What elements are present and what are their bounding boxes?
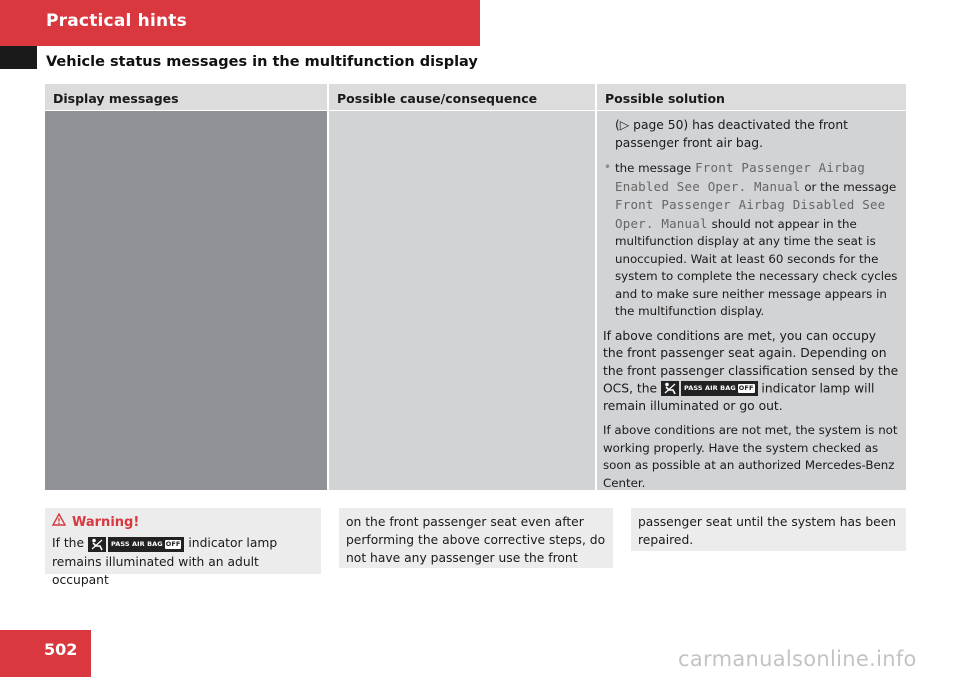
pass-air-bag-off-indicator-icon: PASS AIR BAG OFF xyxy=(88,535,185,553)
message-enabled: Front Passenger Airbag Enabled See Oper. Manual xyxy=(615,160,866,194)
occupant-seat-icon xyxy=(661,381,679,396)
column-header-possible-solution: Possible solution xyxy=(597,84,906,110)
solution-bullet: • the message Front Passenger Airbag Enabled See Oper. Manual or the message Front Passenger Airbag Disabled See Oper. Manual should not appear in the multifunction display at any time the seat is unoccupied. Wait at least 60 seconds for the system to complete the necessary check cycles and to make sure neither message appears in the multifunction display. xyxy=(604,160,898,318)
warning-box xyxy=(45,508,321,587)
pass-air-bag-off-indicator-icon: PASS AIR BAG OFF xyxy=(661,380,758,398)
possible-solution-cell xyxy=(597,111,906,490)
watermark: carmanualsonline.info xyxy=(678,647,917,671)
bullet-dot-icon: • xyxy=(604,160,612,174)
solution-paragraph-4: If above conditions are not met, the system is not working properly. Have the system checked as soon as possible at an authorized Mercedes-Benz Center. xyxy=(603,423,898,490)
page-subtitle: Vehicle status messages in the multifunction display xyxy=(46,54,478,70)
page-number: 502 xyxy=(44,640,78,659)
possible-cause-cell xyxy=(329,111,595,490)
side-tab xyxy=(0,46,37,69)
section-title: Practical hints xyxy=(46,11,187,31)
solution-paragraph-1: (▷ page 50) has deactivated the front passenger front air bag. xyxy=(615,118,848,150)
message-disabled: Front Passenger Airbag Disabled See Oper. Manual xyxy=(615,197,886,231)
warning-triangle-icon xyxy=(52,513,66,532)
solution-paragraph-3: If above conditions are met, you can occupy the front passenger seat again. Depending on the front passenger classification sensed by the OCS, the PASS AIR BAG OFF indicator lamp will remain illuminated or go out. xyxy=(603,328,899,413)
warning-continuation-middle: on the front passenger seat even after performing the above corrective steps, do not have any passenger use the front xyxy=(339,508,613,568)
warning-continuation-right: passenger seat until the system has been repaired. xyxy=(631,508,906,551)
column-header-display-messages: Display messages xyxy=(45,84,327,110)
warning-title: Warning! xyxy=(72,514,140,530)
column-header-possible-cause: Possible cause/consequence xyxy=(329,84,595,110)
status-message-table xyxy=(45,84,906,490)
warning-text: If the PASS AIR BAG OFF indicator lamp remains illuminated with an adult occupant xyxy=(52,536,278,587)
display-messages-cell xyxy=(45,111,327,490)
occupant-seat-icon xyxy=(88,537,106,552)
